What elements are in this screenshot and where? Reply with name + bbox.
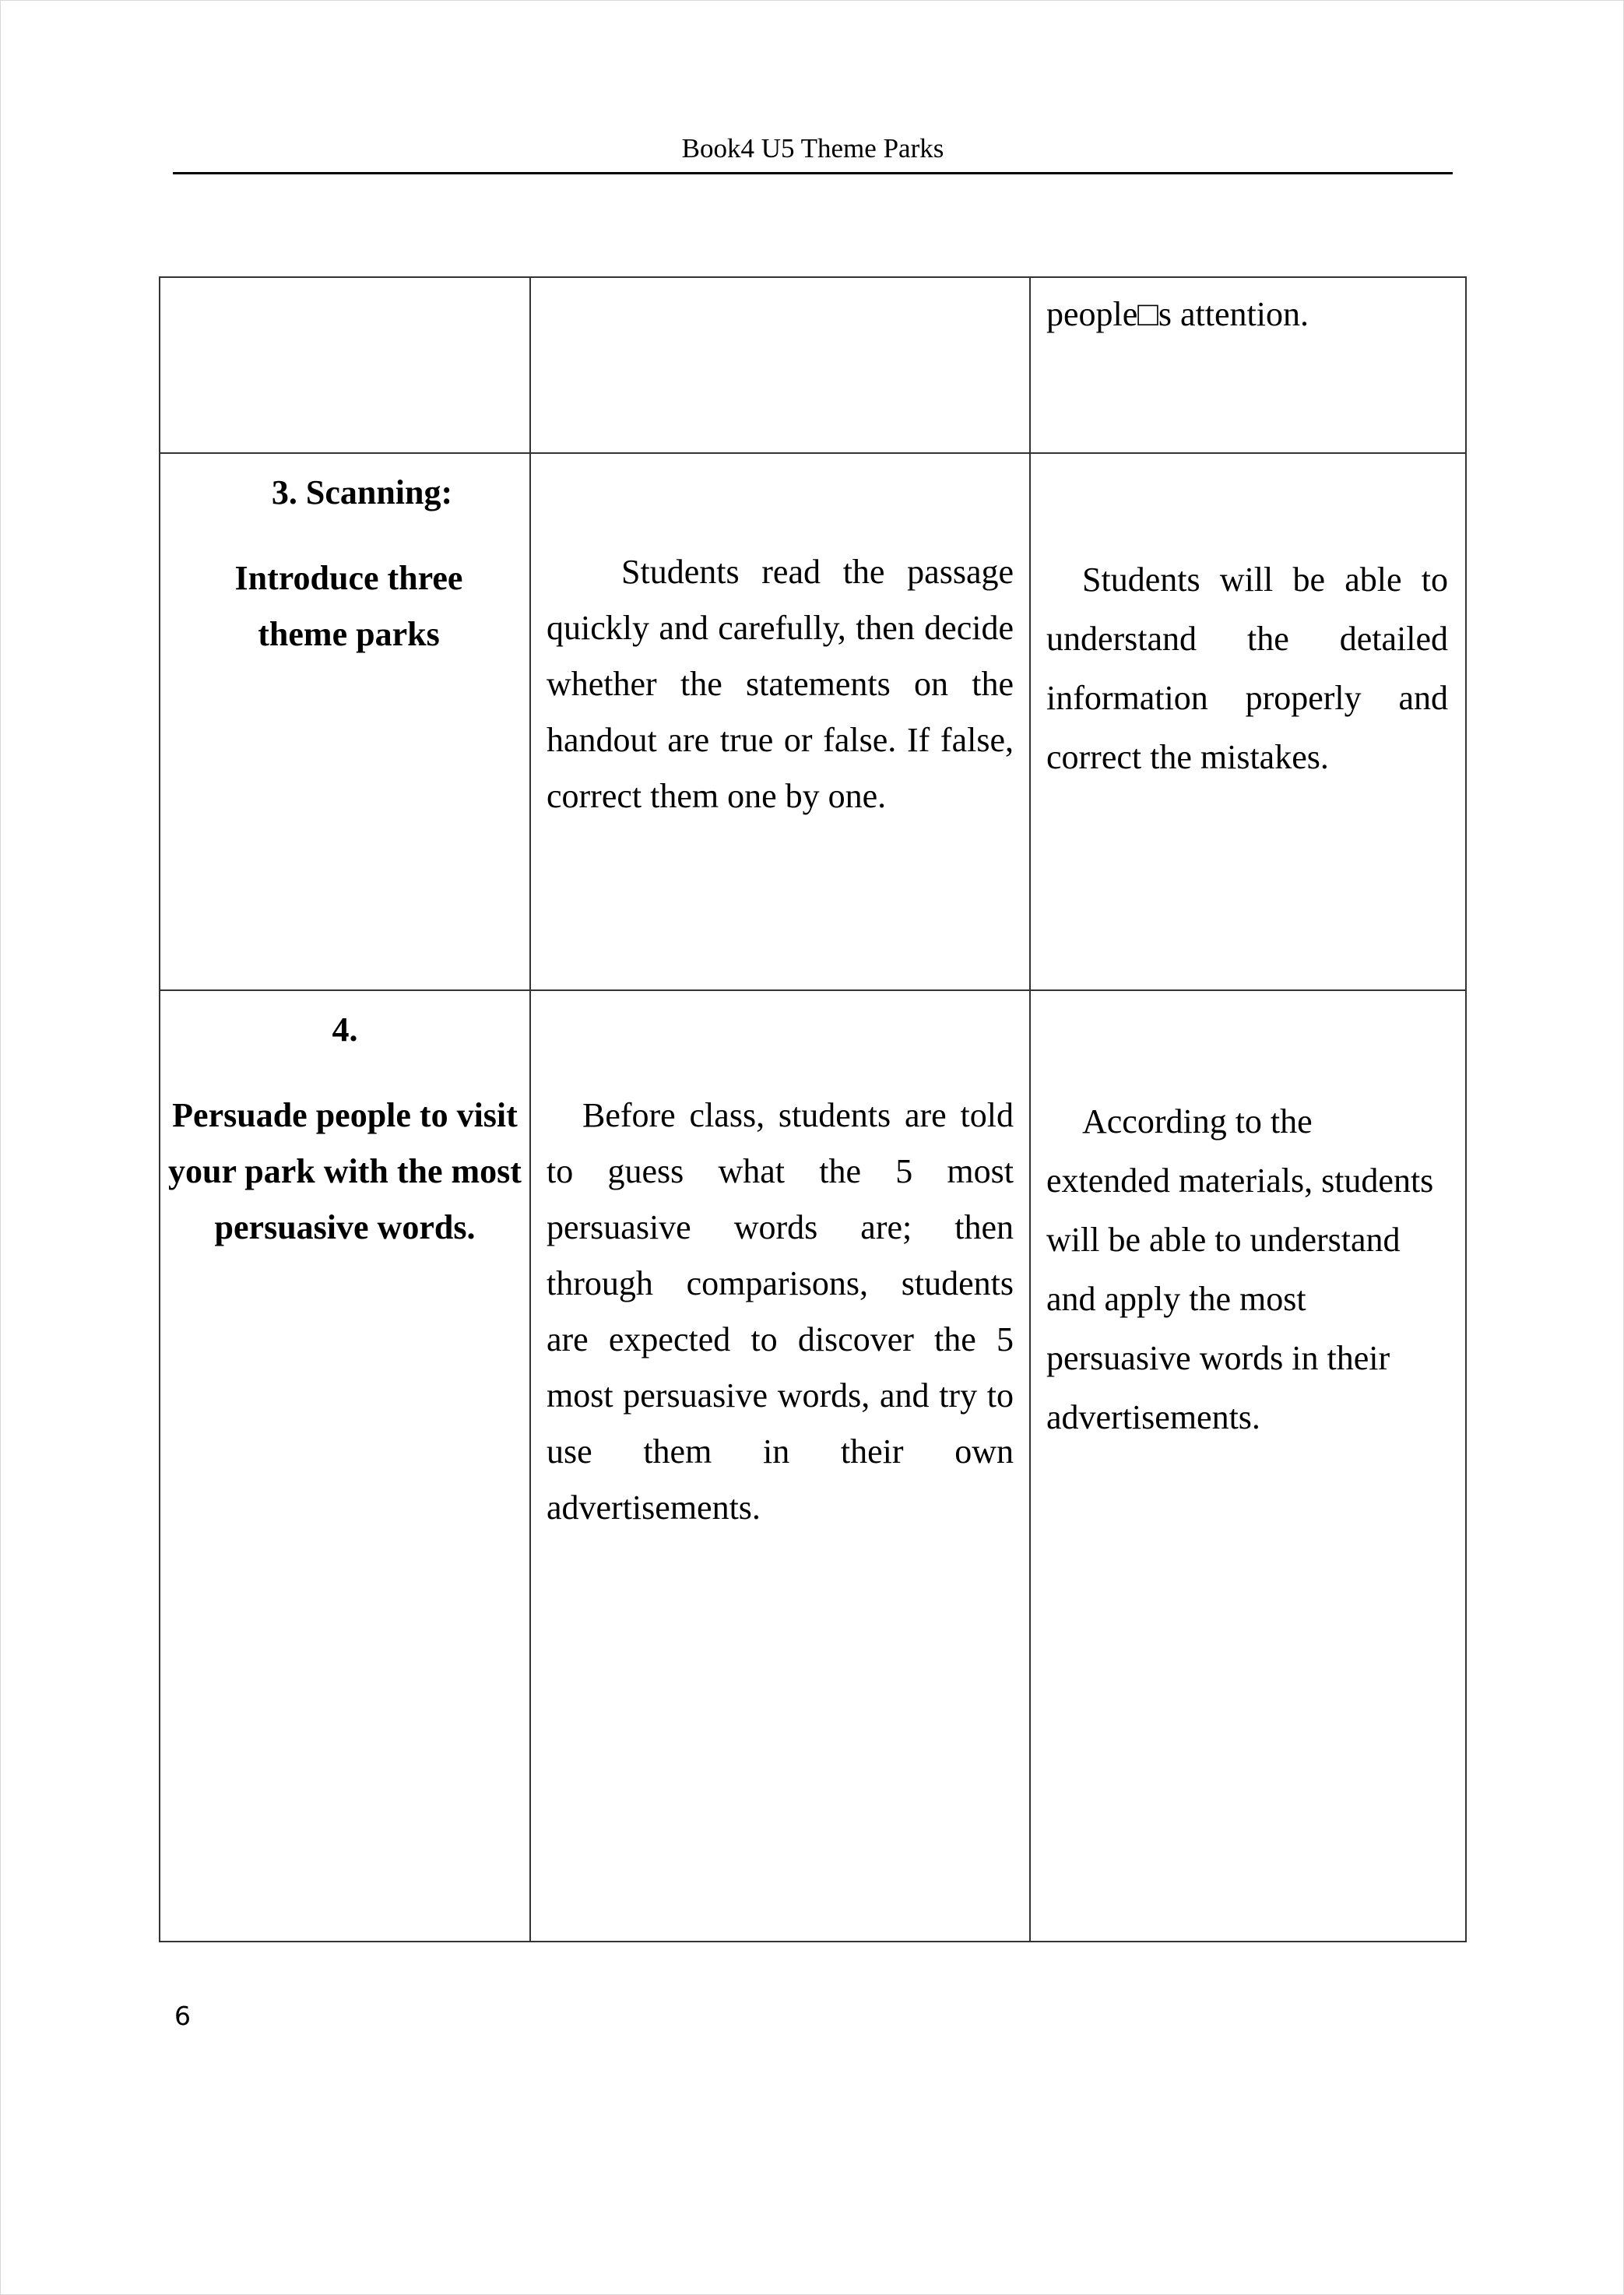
- purpose-cell: [1030, 453, 1466, 990]
- step-title: 3. Scanning:: [271, 473, 453, 511]
- running-header-title: Book4 U5 Theme Parks: [681, 133, 944, 163]
- activity-text: Students read the passage quickly and carefully, then decide whether the statements on the handout are true or false. If false, correct them one by one.: [547, 553, 1014, 815]
- header-rule: [173, 172, 1453, 174]
- table-row: [160, 990, 1466, 1942]
- lesson-plan-table: [159, 276, 1467, 1942]
- activity-text: Before class, students are told to guess what the 5 most persuasive words are; then through comparisons, students are expected to discover the 5 most persuasive words, and try to use them in their own advertisements.: [547, 1096, 1014, 1527]
- purpose-cell: [1030, 277, 1466, 453]
- step-description: Introduce three theme parks: [234, 559, 463, 653]
- step-cell: [160, 277, 530, 453]
- page-number: 6: [174, 2001, 191, 2031]
- activity-cell: [530, 453, 1030, 990]
- activity-cell: [530, 277, 1030, 453]
- purpose-text: Students will be able to understand the detailed information properly and correct the mistakes.: [1046, 561, 1448, 776]
- activity-cell: [530, 990, 1030, 1942]
- step-cell: [160, 990, 530, 1942]
- table-row: [160, 277, 1466, 453]
- table-row: [160, 453, 1466, 990]
- step-description: Persuade people to visit your park with the most persuasive words.: [168, 1096, 522, 1246]
- purpose-text: people□s attention.: [1046, 295, 1309, 333]
- step-cell: [160, 453, 530, 990]
- purpose-text: According to the extended materials, students will be able to understand and apply the most persuasive words in their advertisements.: [1046, 1102, 1434, 1436]
- purpose-cell: [1030, 990, 1466, 1942]
- step-title: 4.: [332, 1010, 358, 1049]
